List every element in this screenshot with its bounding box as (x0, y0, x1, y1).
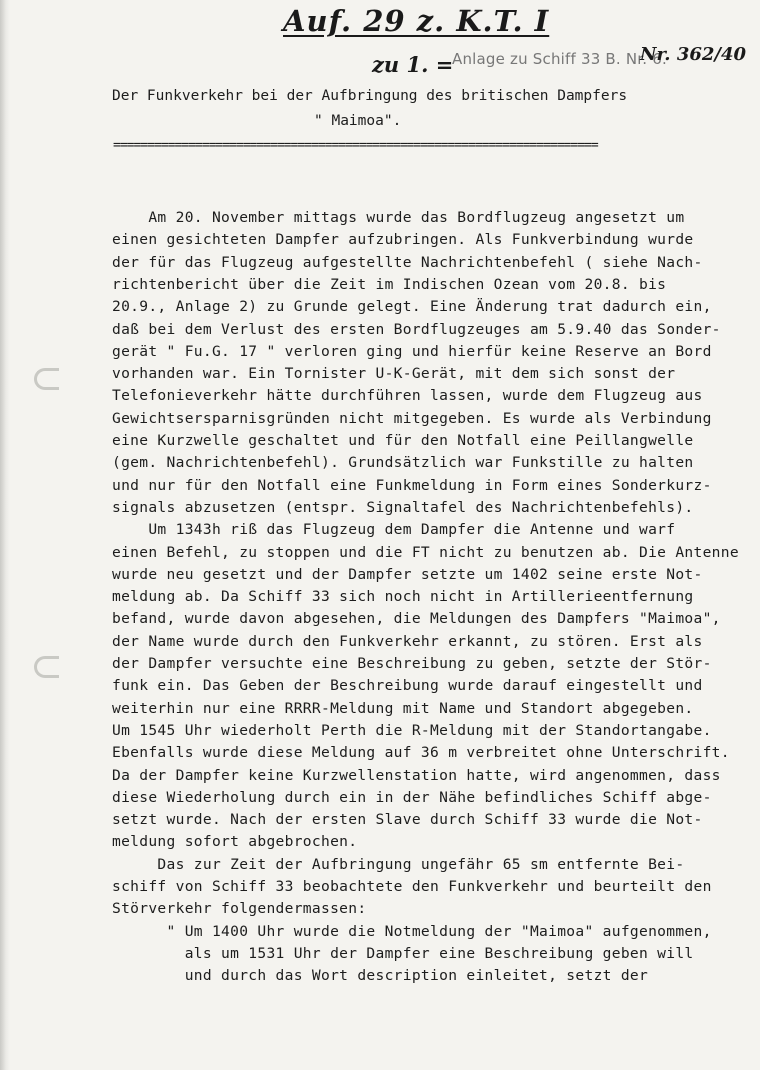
body-line: funk ein. Das Geben der Beschreibung wurde darauf eingestellt und (112, 677, 703, 695)
document-title-line-2: " Maimoa". (314, 113, 402, 129)
body-line: " Um 1400 Uhr wurde die Notmeldung der "Maimoa" aufgenommen, (112, 922, 712, 940)
body-line: Da der Dampfer keine Kurzwellenstation hatte, wird angenommen, dass (112, 766, 721, 784)
page-edge-shadow (0, 0, 10, 1070)
body-line: schiff von Schiff 33 beobachtete den Funkverkehr und beurteilt den (112, 878, 712, 895)
body-line: Um 1545 Uhr wiederholt Perth die R-Meldung mit der Standortangabe. (112, 721, 712, 739)
annex-stamp: Anlage zu Schiff 33 B. Nr. 6. (452, 50, 667, 68)
punch-hole-mark (34, 656, 59, 678)
body-line: Störverkehr folgendermassen: (112, 900, 367, 918)
body-line: gerät " Fu.G. 17 " verloren ging und hierfür keine Reserve an Bord (112, 342, 712, 360)
document-title-line-1: Der Funkverkehr bei der Aufbringung des britischen Dampfers (112, 88, 628, 104)
body-line: vorhanden war. Ein Tornister U-K-Gerät, mit dem sich sonst der (112, 365, 676, 383)
body-line: einen gesichteten Dampfer aufzubringen. Als Funkverbindung wurde (112, 231, 694, 249)
body-line: als um 1531 Uhr der Dampfer eine Beschreibung geben will (112, 944, 694, 962)
body-line: der Dampfer versuchte eine Beschreibung zu geben, setzte der Stör- (112, 655, 712, 672)
body-line: Ebenfalls wurde diese Meldung auf 36 m verbreitet ohne Unterschrift. (112, 744, 730, 762)
body-line: richtenbericht über die Zeit im Indischen Ozean vom 20.8. bis (112, 275, 667, 293)
body-line: der Name wurde durch den Funkverkehr erkannt, zu stören. Erst als (112, 632, 703, 650)
body-line: 20.9., Anlage 2) zu Grunde gelegt. Eine Änderung trat dadurch ein, (112, 298, 712, 316)
body-line: weiterhin nur eine RRRR-Meldung mit Name und Standort abgegeben. (112, 699, 694, 717)
body-line: Das zur Zeit der Aufbringung ungefähr 65 sm entfernte Bei- (112, 855, 685, 873)
title-rule: ======================================================================= (113, 138, 598, 153)
body-line: (gem. Nachrichtenbefehl). Grundsätzlich war Funkstille zu halten (112, 454, 694, 472)
body-line: meldung ab. Da Schiff 33 sich noch nicht in Artillerieentfernung (112, 588, 694, 606)
body-line: diese Wiederholung durch ein in der Nähe befindliches Schiff abge- (112, 788, 712, 806)
body-line: daß bei dem Verlust des ersten Bordflugzeuges am 5.9.40 das Sonder- (112, 320, 721, 338)
punch-hole-mark (34, 368, 59, 390)
body-line: signals abzusetzen (entspr. Signaltafel des Nachrichtenbefehls). (112, 498, 694, 516)
body-line: der für das Flugzeug aufgestellte Nachrichtenbefehl ( siehe Nach- (112, 253, 703, 271)
body-line: einen Befehl, zu stoppen und die FT nicht zu benutzen ab. Die Antenne (112, 543, 739, 561)
handwritten-reference: Auf. 29 z. K.T. I (283, 4, 550, 38)
body-line: Um 1343h riß das Flugzeug dem Dampfer die Antenne und warf (112, 521, 676, 539)
body-line: eine Kurzwelle geschaltet und für den Notfall eine Peillangwelle (112, 432, 694, 449)
body-line: setzt wurde. Nach der ersten Slave durch Schiff 33 wurde die Not- (112, 811, 703, 829)
body-line: Am 20. November mittags wurde das Bordflugzeug angesetzt um (112, 209, 685, 226)
body-line: Gewichtsersparnisgründen nicht mitgegeben. Es wurde als Verbindung (112, 409, 712, 427)
handwritten-zu-note: zu 1. = (372, 52, 454, 77)
body-line: Telefonieverkehr hätte durchführen lassen, wurde dem Flugzeug aus (112, 387, 703, 405)
body-line: und nur für den Notfall eine Funkmeldung in Form eines Sonderkurz- (112, 476, 712, 494)
handwritten-number: Nr. 362/40 (640, 44, 747, 65)
body-line: befand, wurde davon abgesehen, die Meldungen des Dampfers "Maimoa", (112, 610, 721, 628)
body-line: wurde neu gesetzt und der Dampfer setzte um 1402 seine erste Not- (112, 565, 703, 583)
body-line: meldung sofort abgebrochen. (112, 833, 358, 851)
body-line: und durch das Wort description einleitet, setzt der (112, 967, 649, 985)
